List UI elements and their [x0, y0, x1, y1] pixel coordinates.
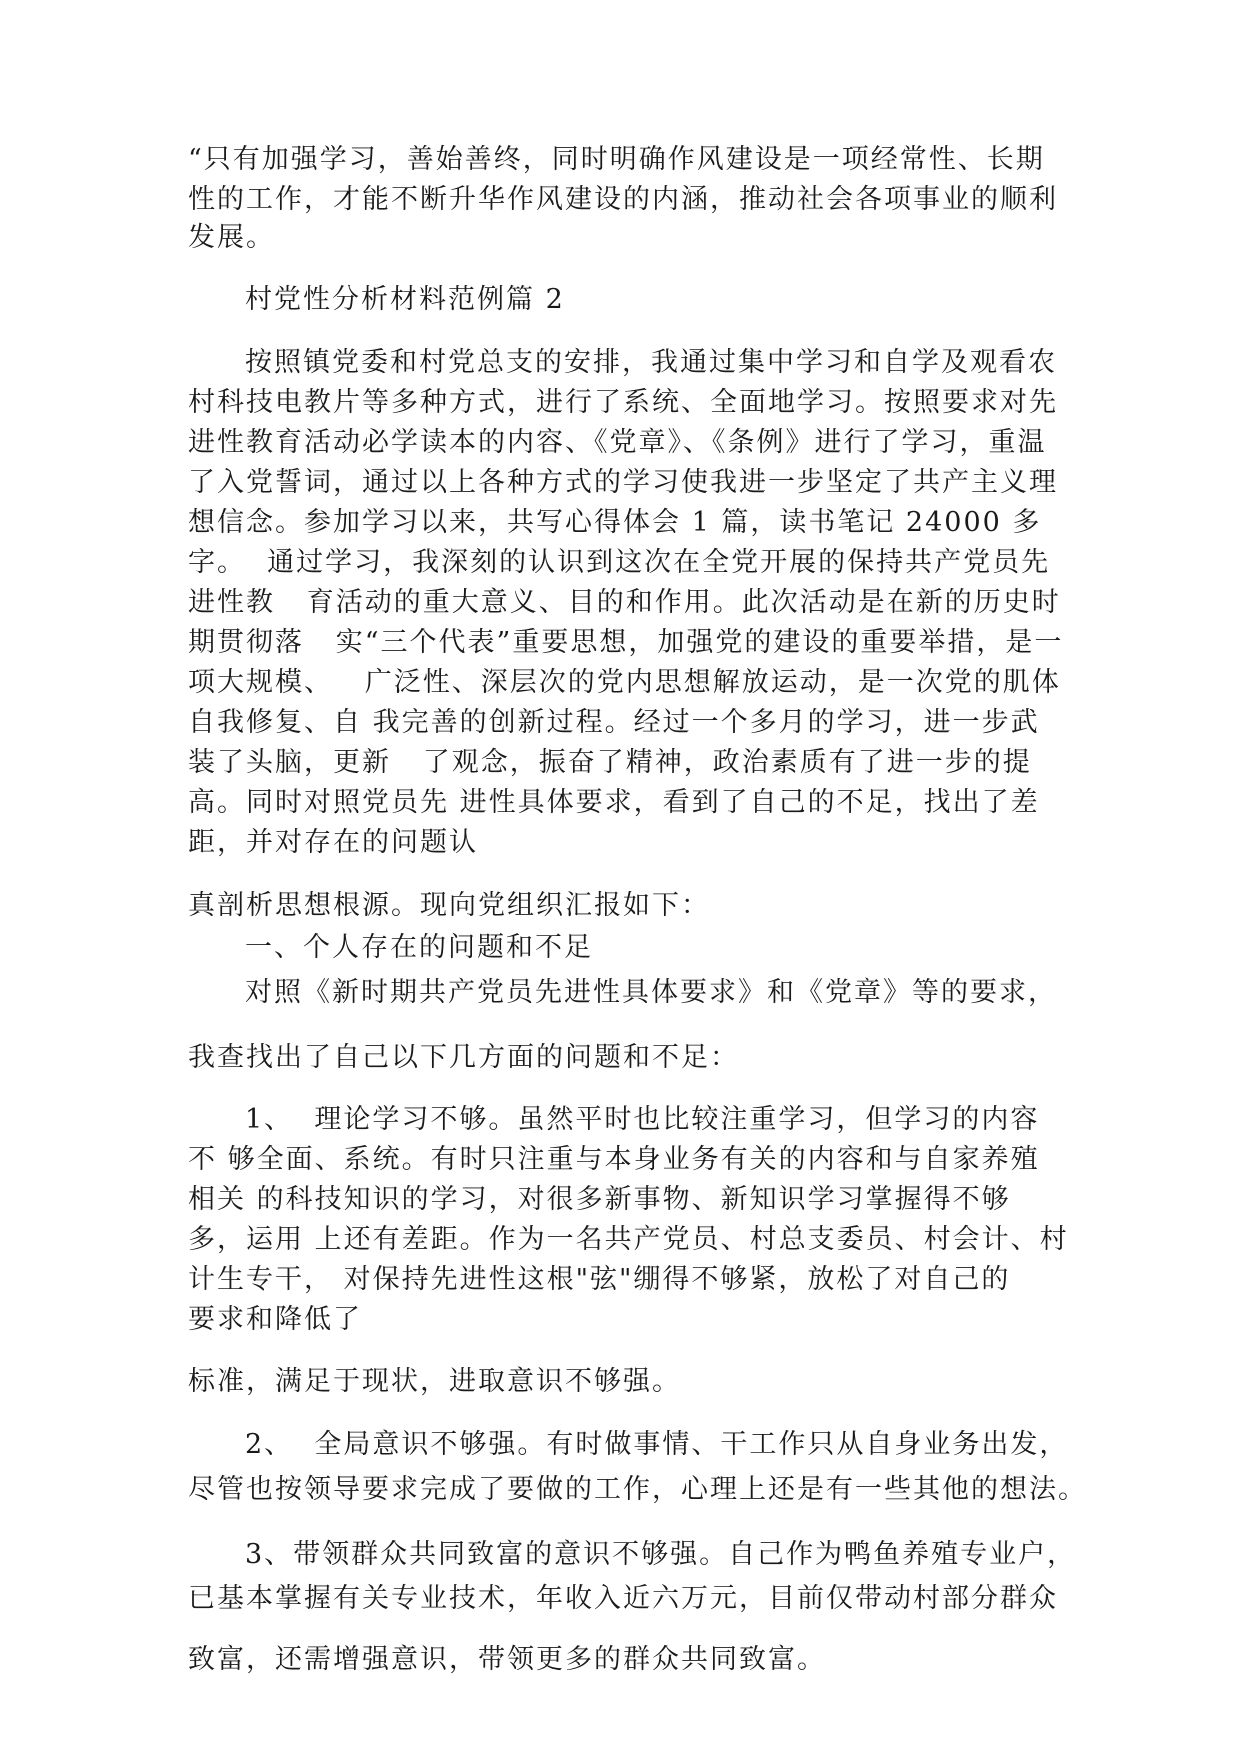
text-line: 致富，还需增强意识，带领更多的群众共同致富。 [188, 1644, 826, 1675]
text-line: 我查找出了自己以下几方面的问题和不足： [188, 1042, 739, 1073]
text-line: 已基本掌握有关专业技术，年收入近六万元，目前仅带动村部分群众 [188, 1583, 1058, 1614]
text-line: 按照镇党委和村党总支的安排，我通过集中学习和自学及观看农 [245, 347, 1057, 378]
list-item: 3、带领群众共同致富的意识不够强。自己作为鸭鱼养殖专业户， [245, 1539, 1077, 1570]
text-line: 标准，满足于现状，进取意识不够强。 [188, 1366, 681, 1397]
text-line: 计生专干， 对保持先进性这根"弦"绷得不够紧，放松了对自己的 [188, 1264, 1011, 1295]
text-line: 项大规模、 广泛性、深层次的党内思想解放运动，是一次党的肌体 [188, 667, 1061, 698]
list-item: 1、 理论学习不够。虽然平时也比较注重学习，但学习的内容 [245, 1104, 1040, 1135]
text-line: “只有加强学习，善始善终，同时明确作风建设是一项经常性、长期 [188, 144, 1045, 175]
text-line: 真剖析思想根源。现向党组织汇报如下： [188, 890, 710, 921]
text-line: 对照《新时期共产党员先进性具体要求》和《党章》等的要求， [245, 977, 1057, 1008]
text-line: 要求和降低了 [188, 1304, 362, 1335]
text-line: 自我修复、自 我完善的创新过程。经过一个多月的学习，进一步武 [188, 707, 1040, 738]
text-line: 性的工作，才能不断升华作风建设的内涵，推动社会各项事业的顺利 [188, 184, 1058, 215]
text-line: 装了头脑，更新 了观念，振奋了精神，政治素质有了进一步的提 [188, 747, 1032, 778]
text-line: 相关 的科技知识的学习，对很多新事物、新知识学习掌握得不够 [188, 1184, 1011, 1215]
text-line: 字。 通过学习，我深刻的认识到这次在全党开展的保持共产党员先 [188, 547, 1051, 578]
text-line: 不 够全面、系统。有时只注重与本身业务有关的内容和与自家养殖 [188, 1144, 1040, 1175]
text-line: 进性教 育活动的重大意义、目的和作用。此次活动是在新的历史时 [188, 587, 1061, 618]
text-line: 进性教育活动必学读本的内容、《党章》、《条例》进行了学习，重温 [188, 427, 1047, 458]
text-line: 尽管也按领导要求完成了要做的工作，心理上还是有一些其他的想法。 [188, 1474, 1087, 1505]
list-item: 2、 全局意识不够强。有时做事情、干工作只从自身业务出发， [245, 1429, 1069, 1460]
section-heading: 一、个人存在的问题和不足 [245, 932, 593, 963]
section-heading: 村党性分析材料范例篇 2 [245, 284, 565, 315]
text-line: 村科技电教片等多种方式，进行了系统、全面地学习。按照要求对先 [188, 387, 1058, 418]
text-line: 了入党誓词，通过以上各种方式的学习使我进一步坚定了共产主义理 [188, 467, 1058, 498]
text-line: 发展。 [188, 222, 275, 253]
text-line: 期贯彻落 实“三个代表”重要思想，加强党的建设的重要举措，是一 [188, 627, 1064, 658]
text-line: 多，运用 上还有差距。作为一名共产党员、村总支委员、村会计、村 [188, 1224, 1069, 1255]
text-line: 高。同时对照党员先 进性具体要求，看到了自己的不足，找出了差 [188, 787, 1040, 818]
text-line: 距，并对存在的问题认 [188, 827, 478, 858]
text-line: 想信念。参加学习以来，共写心得体会 1 篇，读书笔记 24000 多 [188, 507, 1042, 538]
